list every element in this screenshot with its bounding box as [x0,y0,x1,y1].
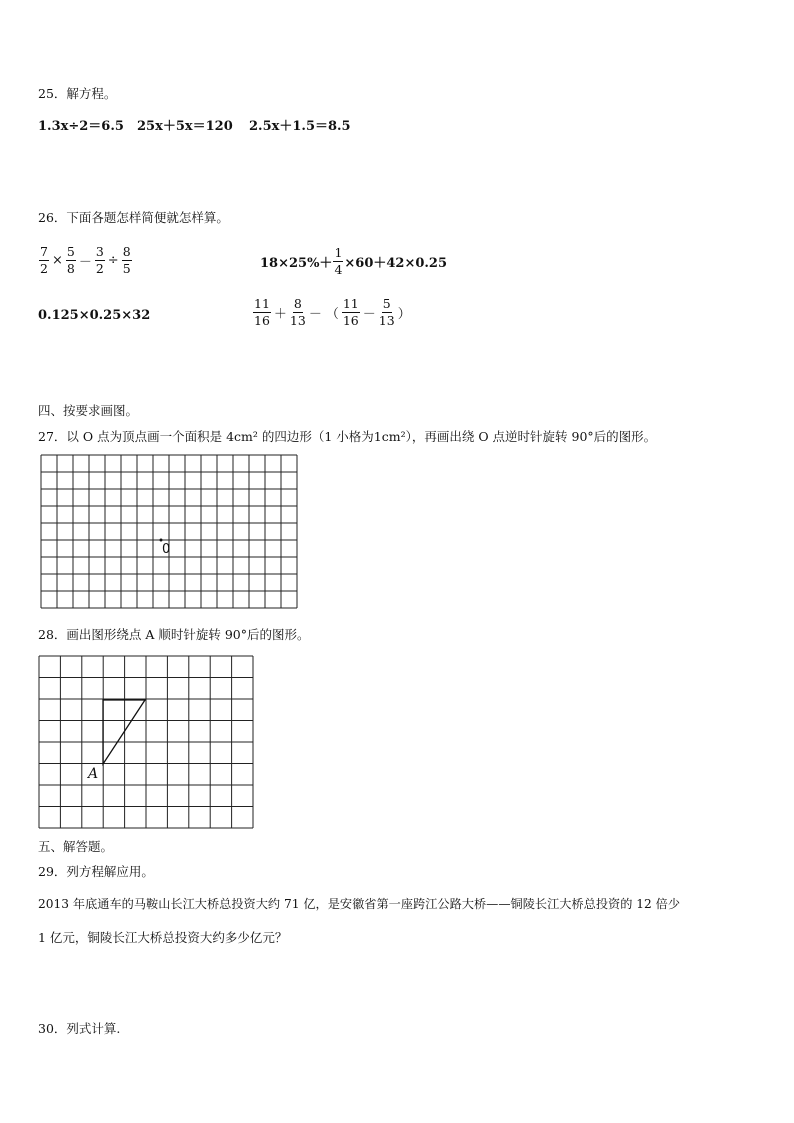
point-o-label: 0 [162,542,171,557]
q29-title: 29．列方程解应用。 [38,864,154,879]
fraction: $\frac{11}{16}$ [254,296,270,328]
fraction: $\frac{11}{16}$ [342,296,359,328]
fraction: $\frac{3}{2}$ [95,244,104,276]
q26-expression-3: 0.125×0.25×32 [38,308,151,323]
q25-equation-3: 2.5x＋1.5＝8.5 [249,119,351,134]
fraction: $\frac{7}{2}$ [40,244,48,276]
q26-expression-1: $\frac{7}{2}$ × $\frac{5}{8}$ － $\frac{3}{2}$ ÷ $\frac{8}{5}$ [40,244,131,276]
fraction: $\frac{5}{13}$ [378,296,395,328]
point-a-label: A [88,766,99,782]
fraction: $\frac{1}{4}$ [334,245,343,277]
q27-title: 27．以 O 点为顶点画一个面积是 4cm² 的四边形（1 小格为1cm²），再画出绕 O 点逆时针旋转 90°后的图形。 [38,429,657,444]
q25-equation-2: 25x＋5x＝120 [137,119,233,134]
fraction: $\frac{5}{8}$ [66,244,75,276]
fraction: $\frac{8}{13}$ [289,296,306,328]
triangle-shape [103,700,145,764]
q27-grid [41,455,299,610]
section-4-title: 四、按要求画图。 [38,403,139,418]
fraction: $\frac{8}{5}$ [122,244,131,276]
q28-grid [39,656,255,828]
q26-title: 26．下面各题怎样简便就怎样算。 [38,210,229,225]
q28-title: 28．画出图形绕点 A 顺时针旋转 90°后的图形。 [38,627,310,642]
q26-expression-4: $\frac{11}{16}$ ＋ $\frac{8}{13}$ － （ $\frac{11}{16}$ － $\frac{5}{13}$ ） [254,296,411,328]
section-5-title: 五、解答题。 [38,839,114,854]
q25-title: 25．解方程。 [38,86,117,101]
q29-text-line-2: 1 亿元，铜陵长江大桥总投资大约多少亿元？ [38,930,288,945]
q25-equation-1: 1.3x÷2＝6.5 [38,119,124,134]
q26-expression-2: 18×25%＋ $\frac{1}{4}$ ×60＋42×0.25 [260,245,448,277]
q30-title: 30．列式计算. [38,1021,121,1036]
q29-text-line-1: 2013 年底通车的马鞍山长江大桥总投资大约 71 亿，是安徽省第一座跨江公路大桥——铜陵长江大桥总投资的 12 倍少 [38,897,681,911]
